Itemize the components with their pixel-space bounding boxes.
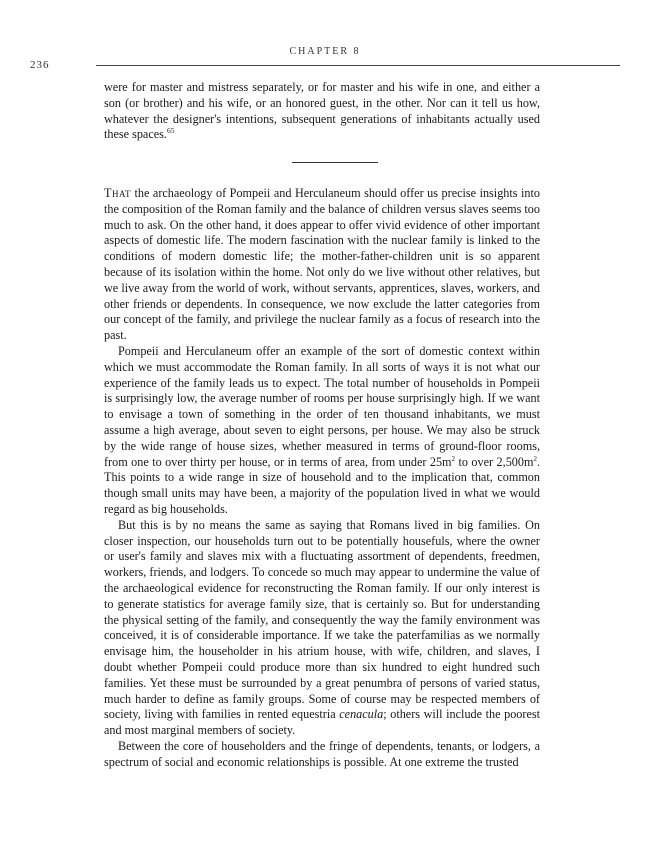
italic-term: cenacula xyxy=(339,707,384,722)
superscript-square: 2 xyxy=(451,454,456,463)
paragraph-3-text-b: ; others will include the poorest and most marginal members of society. xyxy=(104,707,541,738)
carry-over-paragraph xyxy=(104,80,540,143)
section-body xyxy=(104,186,540,770)
paragraph-2 xyxy=(104,344,540,518)
footnote-reference: 65 xyxy=(166,126,175,136)
carry-over-text xyxy=(104,80,540,143)
paragraph-2-text-b: to over 2,500m xyxy=(455,454,534,469)
running-head xyxy=(30,44,620,72)
section-break-rule xyxy=(292,162,378,163)
paragraph-2-text-c: . This points to a wide range in size of household and to the implication that, common though small units may have been, a majority of the population lived in what we would regard as big households. xyxy=(104,454,540,516)
carry-over-body: were for master and mistress separately, or for master and his wife in one, and either a son (or brother) and his wife, or an honored guest, in the other. Nor can it tell us how, whatever the designer's intentions, subsequent generations of inhabitants actually used these spaces. xyxy=(104,80,540,142)
paragraph-1 xyxy=(104,186,540,344)
chapter-heading: CHAPTER 8 xyxy=(289,46,361,57)
paragraph-3 xyxy=(104,518,540,739)
paragraph-2-text-a: Pompeii and Herculaneum offer an example of the sort of domestic context within which we must accommodate the Roman family. In all sorts of ways it is not what our experience of the family leads us to expect. The total number of households in Pompeii is surprisingly low, the average number of rooms per house surprisingly high. If we want to envisage a town of something in the order of ten thousand inhabitants, we must assume a high average, about seven to eight persons, per house. We may also be struck by the wide range of house sizes, whether measured in terms of ground-floor rooms, from one to over thirty per house, or in terms of area, from under 25m xyxy=(104,343,540,469)
page-number: 236 xyxy=(30,59,50,71)
superscript-square: 2 xyxy=(533,454,537,463)
paragraph-3-text-a: But this is by no means the same as saying that Romans lived in big families. On closer inspection, our households turn out to be potentially housefuls, where the owner or user's family and slaves mix with a fluctuating assortment of dependents, freedmen, workers, friends, and lodgers. To concede so much may appear to undermine the value of the archaeological evidence for reconstructing the Roman family. If our only interest is to generate statistics for average family size, that is certainly so. But for understanding the physical setting of the family, and consequently the way the family environment was conceived, it is of considerable importance. If we take the paterfamilias as we normally envisage him, the householder in his atrium house, with wife, children, and slaves, I doubt whether Pompeii could produce more than six hundred to eight hundred such families. Yet these must be surrounded by a great penumbra of persons of varied status, much harder to define as family groups. Some of course may be respected members of society, living with families in rented equestria xyxy=(104,517,540,722)
paragraph-lead-word: That xyxy=(104,186,131,200)
paragraph-1-text: the archaeology of Pompeii and Herculaneum should offer us precise insights into the composition of the Roman family and the balance of children versus slaves seems too much to ask. On the other hand, it does appear to offer vivid evidence of other important aspects of domestic life. The modern fascination with the nuclear family is linked to the conditions of modern domestic life; the mother-father-children unit is so apparent because of its isolation within the home. Not only do we live without other relatives, but we live away from the world of work, without servants, apprentices, slaves, workers, and other friends or dependents. In consequence, we now exclude the latter categories from our concept of the family, and privilege the nuclear family as a focus of research into the past. xyxy=(104,186,540,343)
header-rule xyxy=(96,65,620,66)
paragraph-4: Between the core of householders and the fringe of dependents, tenants, or lodgers, a spectrum of social and economic relationships is possible. At one extreme the trusted xyxy=(104,738,540,769)
